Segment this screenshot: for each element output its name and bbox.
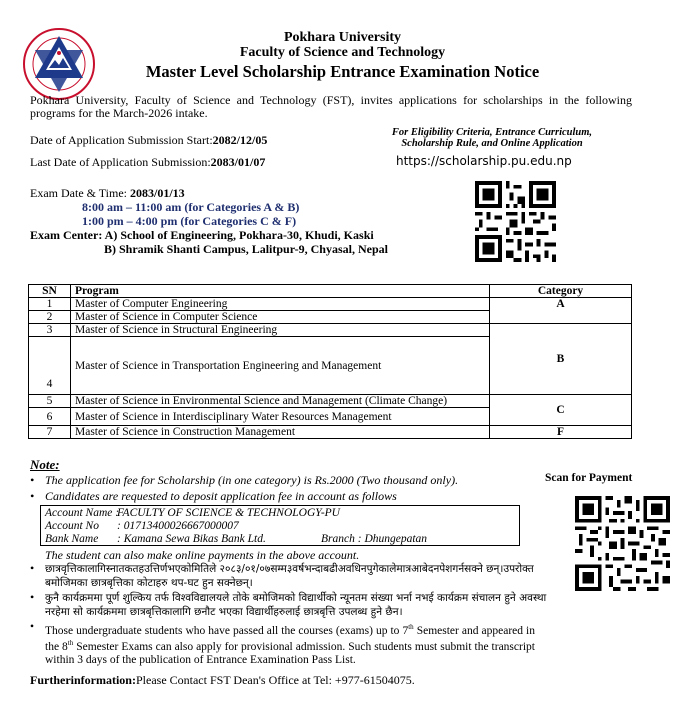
scan-for-payment-label: Scan for Payment — [545, 472, 633, 484]
bank-name: : Kamana Sewa Bikas Bank Ltd. — [117, 533, 266, 545]
header-sn: SN — [29, 285, 71, 298]
application-start-date: Date of Application Submission Start:2082/12/05 — [30, 133, 268, 147]
note-deposit: • Candidates are requested to deposit application fee in account as follows — [30, 489, 397, 503]
exam-center-a: Exam Center: A) School of Engineering, Pokhara-30, Khudi, Kaski — [30, 228, 374, 242]
branch-name: Dhungepatan — [364, 533, 428, 545]
row-sn: 2 — [29, 311, 71, 324]
row-program: Master of Science in Interdisciplinary Water Resources Management — [71, 408, 490, 426]
row-program: Master of Science in Construction Management — [71, 426, 490, 439]
category-a: A — [490, 298, 632, 324]
exam-slot-afternoon: 1:00 pm – 4:00 pm (for Categories C & F) — [82, 214, 297, 228]
note-fee: • The application fee for Scholarship (in one category) is Rs.2000 (Two thousand only). — [30, 473, 459, 487]
exam-slot-morning: 8:00 am – 11:00 am (for Categories A & B) — [82, 200, 300, 214]
row-program: Master of Science in Transportation Engineering and Management — [71, 337, 490, 395]
university-name: Pokhara University — [283, 30, 402, 45]
exam-center-b: B) Shramik Shanti Campus, Lalitpur-9, Chyasal, Nepal — [104, 242, 388, 256]
row-sn: 4 — [29, 337, 71, 395]
note-quota-nepali: • कुनै कार्यक्रममा पूर्ण शुल्किय तर्फ विश्वविद्यालयले तोके बमोजिमको विद्यार्थीको न्यूनतम संख्या भर्ना नभई कार्यक्रम संचालन हुने अवस्था नरहेमा सो कार्यक्रममा छात्रबृत्तिकालागि छनौट भएका विद्यार्थीहरुलाई छात्रबृत्ति उपलब्ध हुने छैन। — [30, 590, 547, 618]
row-sn: 1 — [29, 298, 71, 311]
exam-date-time: Exam Date & Time: 2083/01/13 — [30, 186, 185, 200]
notice-title: Master Level Scholarship Entrance Examination Notice — [145, 62, 540, 81]
faculty-name: Faculty of Science and Technology — [239, 45, 446, 60]
scholarship-url-link[interactable]: https://scholarship.pu.edu.np — [396, 154, 572, 168]
application-last-date: Last Date of Application Submission:2083/01/07 — [30, 155, 266, 169]
note-provisional-admission: • Those undergraduate students who have passed all the courses (exams) up to 7th Semester and appeared in the 8th Semester Exams can also apply for provisional admission. Such students must submit the transcript within 3 days of the publication of Entrance Examination Pass List. — [30, 621, 535, 666]
category-b: B — [490, 324, 632, 395]
account-number: : 01713400026667000007 — [117, 520, 239, 532]
header-category: Category — [490, 285, 632, 298]
row-program: Master of Computer Engineering — [71, 298, 490, 311]
category-f: F — [490, 426, 632, 439]
row-sn: 5 — [29, 395, 71, 408]
bank-name-label: Bank Name — [45, 533, 99, 545]
table-row — [29, 395, 632, 408]
category-c: C — [490, 395, 632, 426]
account-no-label: Account No — [45, 520, 99, 532]
payment-qr-code — [575, 496, 670, 591]
account-details-box — [40, 505, 520, 546]
account-name-label: Account Name : — [45, 507, 120, 519]
note-title: Note: — [30, 457, 60, 472]
row-program: Master of Science in Structural Engineering — [71, 324, 490, 337]
table-header-row — [29, 285, 632, 298]
row-program: Master of Science in Environmental Science and Management (Climate Change) — [71, 395, 490, 408]
table-row — [29, 426, 632, 439]
row-program: Master of Science in Computer Science — [71, 311, 490, 324]
table-row — [29, 324, 632, 337]
further-information: Furtherinformation:Please Contact FST Dean's Office at Tel: +977-61504075. — [30, 673, 415, 687]
row-sn: 6 — [29, 408, 71, 426]
row-sn: 7 — [29, 426, 71, 439]
branch-label: Branch : — [321, 533, 365, 545]
table-row — [29, 298, 632, 311]
intro-paragraph: Pokhara University, Faculty of Science and Technology (FST), invites applications for scholarships in the following programs for the March-2026 intake. — [30, 93, 632, 120]
header-program: Program — [71, 285, 490, 298]
eligibility-info: For Eligibility Criteria, Entrance Curriculum, Scholarship Rule, and Online Application — [391, 127, 593, 149]
application-qr-code — [473, 181, 558, 262]
account-name: FACULTY OF SCIENCE & TECHNOLOGY-PU — [117, 507, 340, 519]
row-sn: 3 — [29, 324, 71, 337]
note-online-payment: The student can also make online payments in the above account. — [45, 548, 360, 562]
note-eligibility-nepali: • छात्रवृत्तिकालागिस्नातकतहउत्तिर्णभएकोमितिले २०८३/०१/०७सम्म३वर्षभन्दाबढीअवधिनपुगेकालेमात्रआबेदनपेशगर्नसक्ने छन्।उपरोक्त बमोजिमका छात्रबृत्तिका कोटाहरु थप-घट हुन सक्नेछन्। — [30, 561, 534, 589]
program-table — [28, 284, 632, 439]
